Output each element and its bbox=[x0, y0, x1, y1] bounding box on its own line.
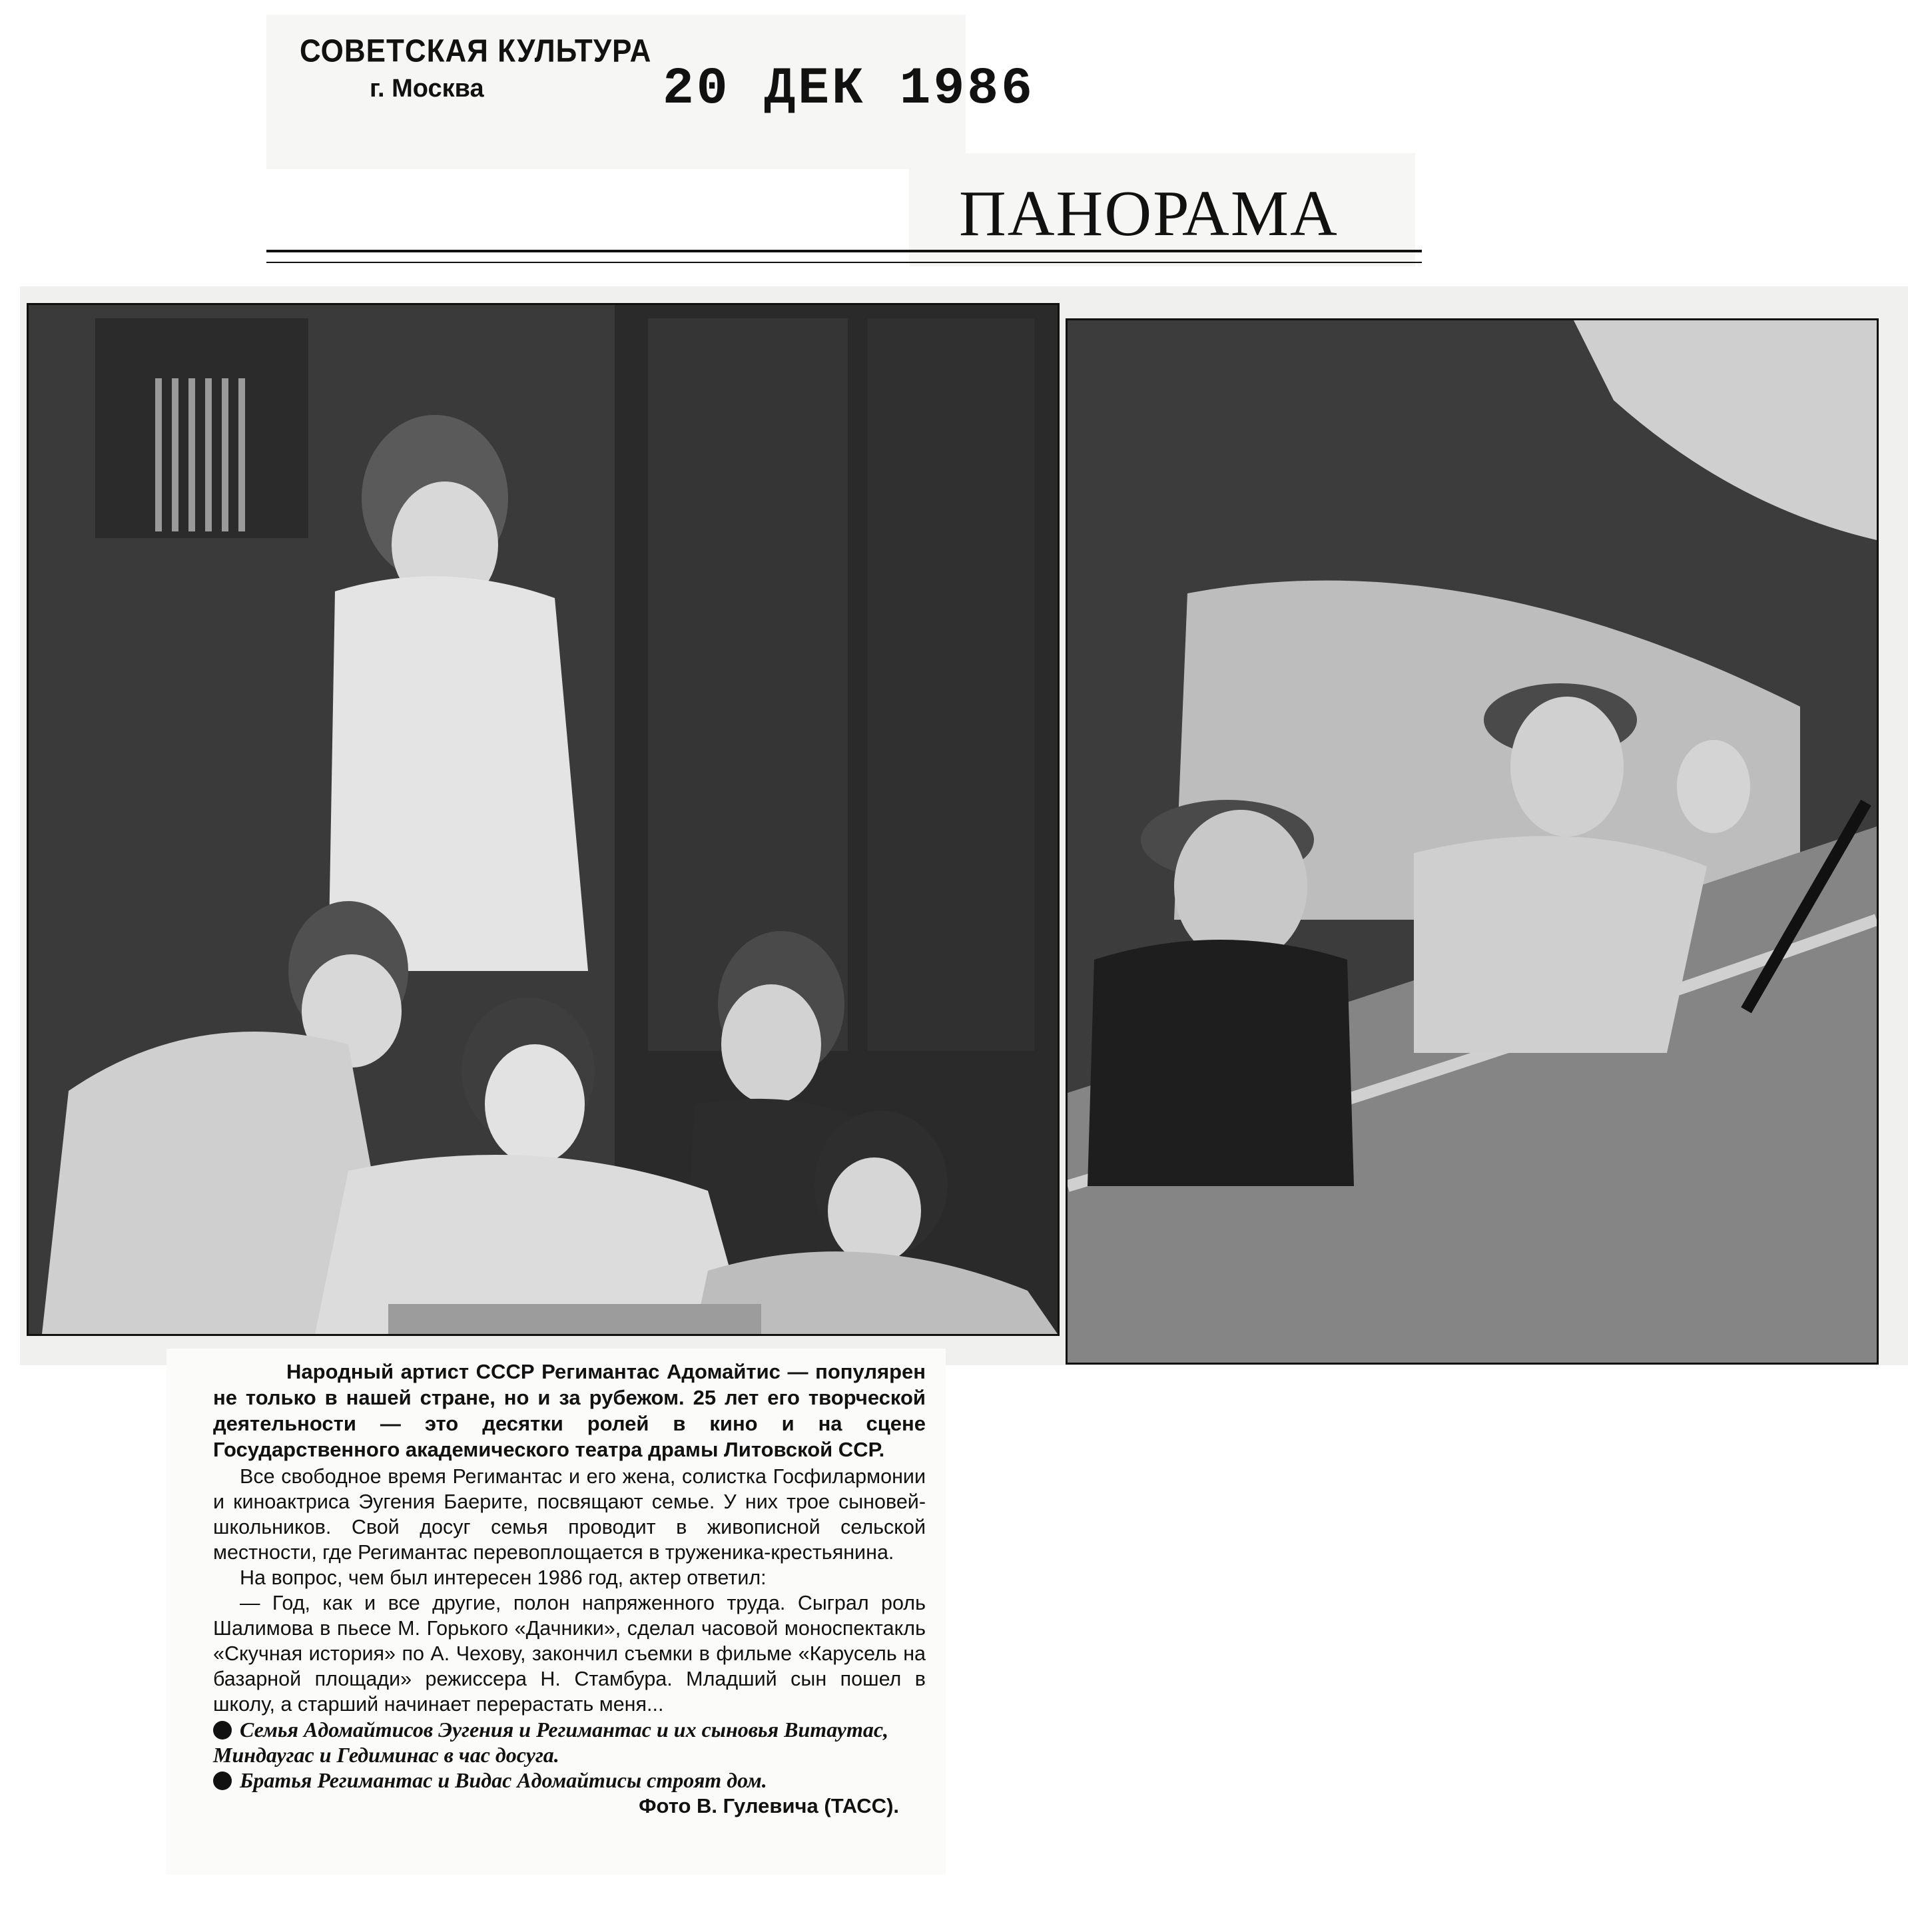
photo-note-text: Братья Регимантас и Видас Адомайтисы строят дом. bbox=[240, 1768, 767, 1792]
boat-building-photo bbox=[1066, 318, 1879, 1365]
photo-note-1 bbox=[213, 1717, 926, 1768]
rubric-title: ПАНОРАМА bbox=[959, 178, 1339, 250]
caption-lead: Народный артист СССР Регимантас Адомайтис — популярен не только в нашей стране, но и за рубежом. 25 лет его творческой деятельности — это десятки ролей в кино и на сцене Государственного академического театра драмы Литовской ССР. bbox=[213, 1360, 926, 1461]
stamp-publication: СОВЕТСКАЯ КУЛЬТУРА bbox=[300, 33, 652, 69]
header-rule bbox=[266, 250, 1422, 252]
caption-paragraph: — Год, как и все другие, полон напряженного труда. Сыграл роль Шалимова в пьесе М. Горького «Дачники», сделал часовой моноспектакль «Скучная история» по А. Чехову, закончил съемки в фильме «Карусель на базарной площади» режиссера Н. Стамбура. Младший сын пошел в школу, а старший начинает перерастать меня... bbox=[213, 1592, 926, 1716]
header-rule-thin bbox=[266, 262, 1422, 263]
photo-note-text: Семья Адомайтисов Эугения и Регимантас и их сыновья Витаутас, Миндаугас и Гедиминас в час досуга. bbox=[213, 1718, 889, 1767]
bullet-icon bbox=[213, 1721, 232, 1740]
caption-paragraph: Все свободное время Регимантас и его жена, солистка Госфилармонии и киноактриса Эугения Баерите, посвящают семье. У них трое сыновей-школьников. Свой досуг семья проводит в живописной сельской местности, где Регимантас перевоплощается в труженика-крестьянина. bbox=[213, 1465, 926, 1564]
photo-note-2 bbox=[213, 1768, 926, 1793]
stamp-date: 20 ДЕК 1986 bbox=[663, 60, 1035, 119]
bullet-icon bbox=[213, 1771, 232, 1790]
caption-block bbox=[213, 1359, 926, 1818]
photo-credit: Фото В. Гулевича (ТАСС). bbox=[639, 1794, 899, 1817]
caption-paragraph: На вопрос, чем был интересен 1986 год, актер ответил: bbox=[240, 1566, 767, 1589]
family-photo bbox=[27, 303, 1060, 1336]
stamp-city: г. Москва bbox=[370, 75, 484, 103]
